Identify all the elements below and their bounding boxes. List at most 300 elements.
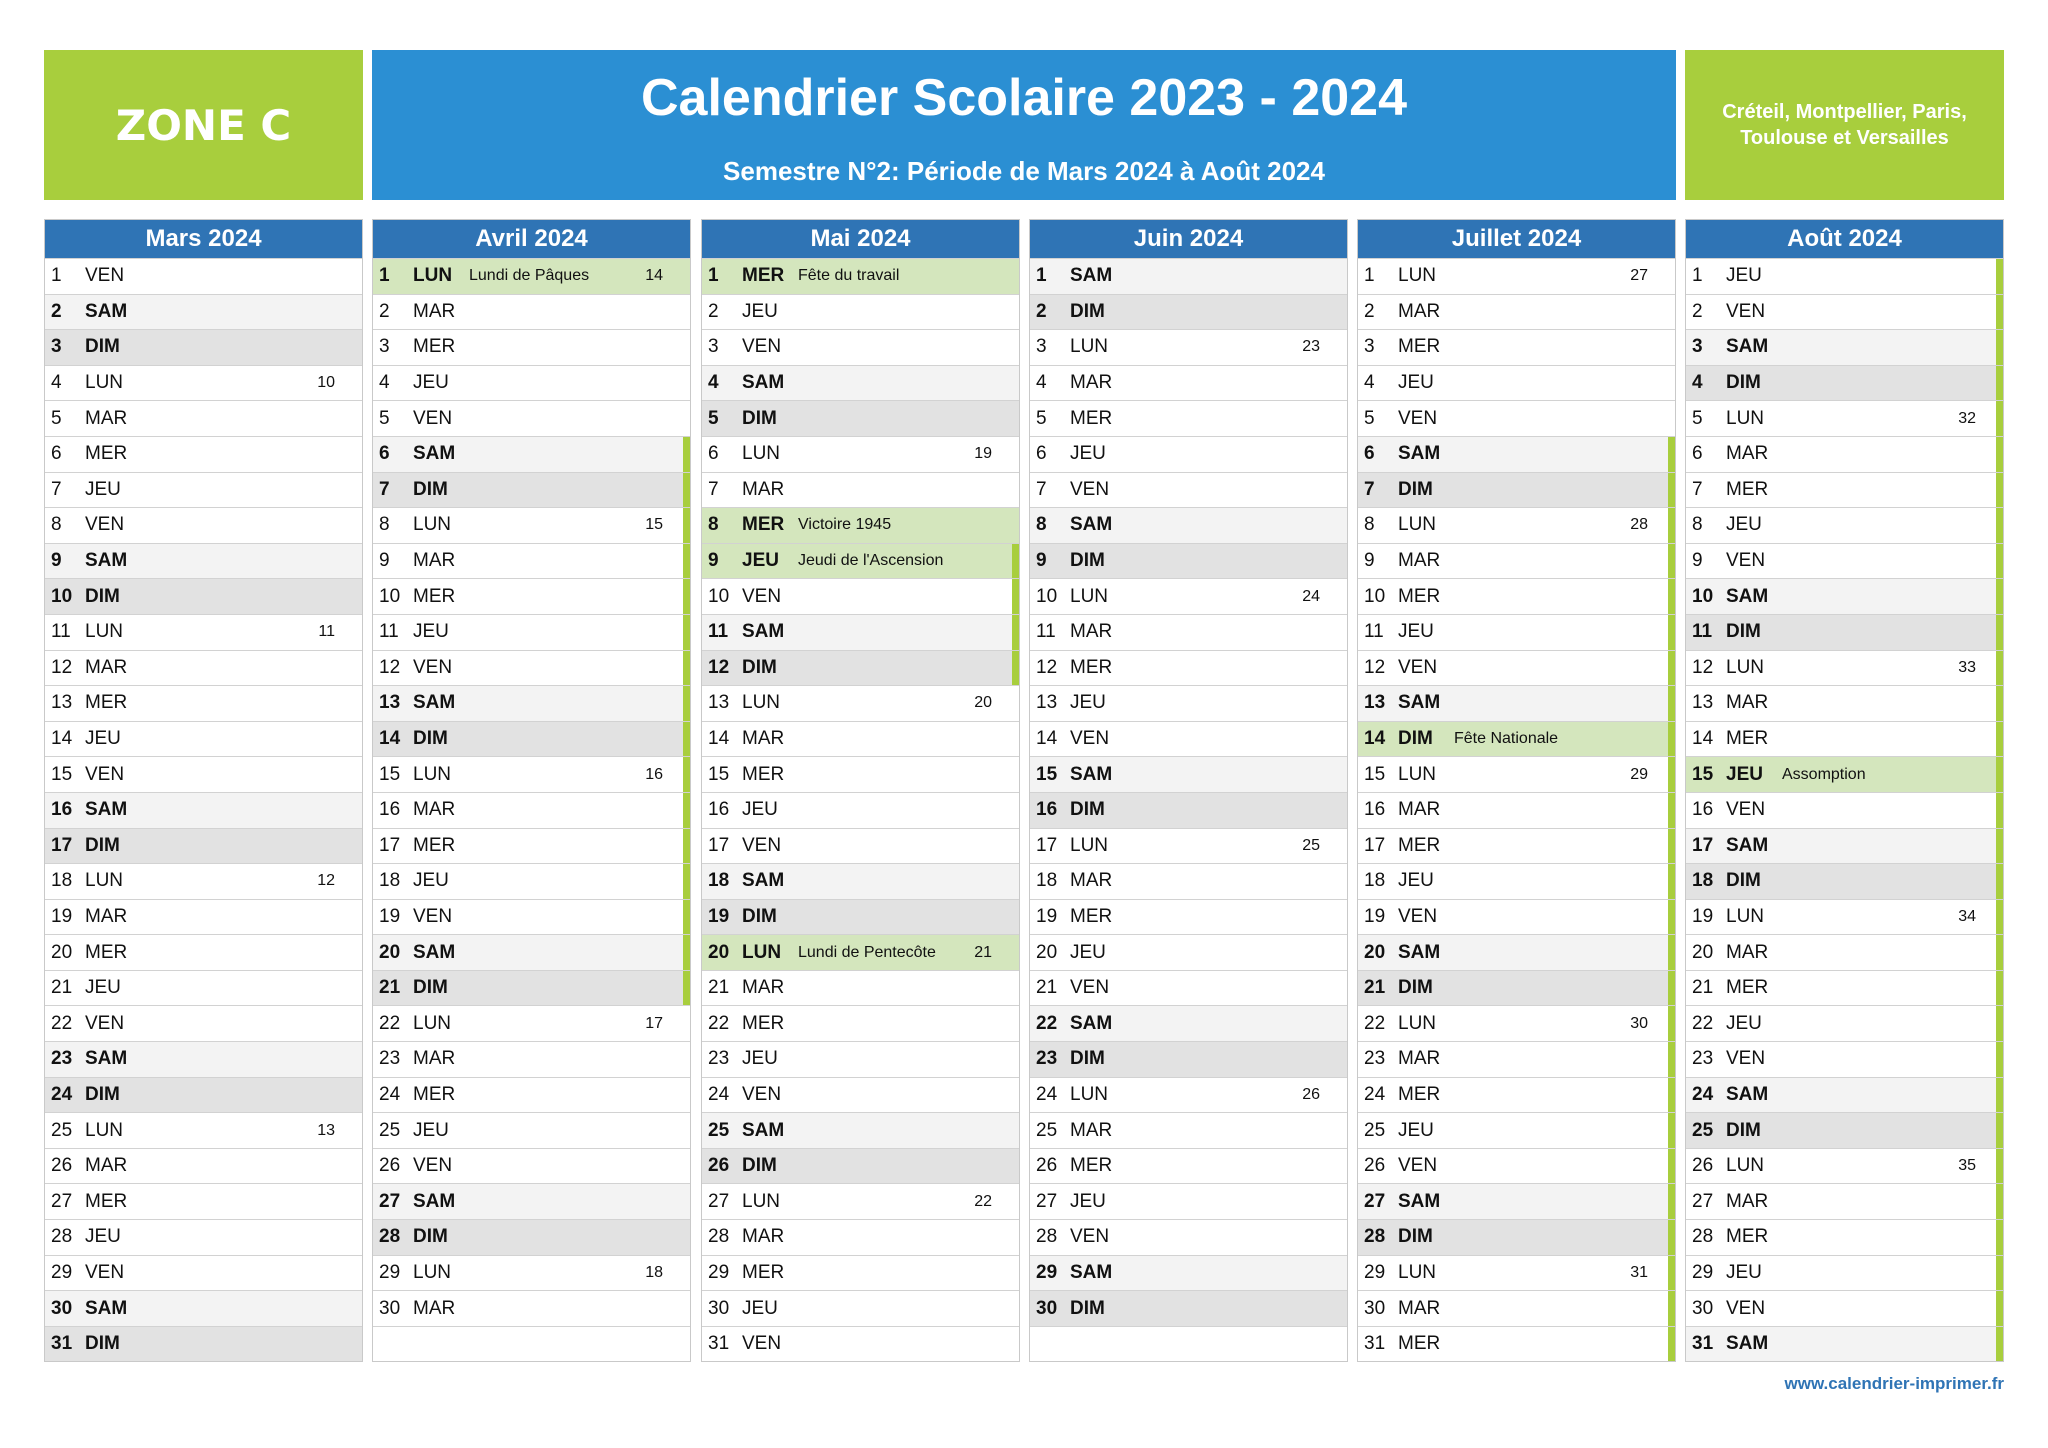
day-row xyxy=(1030,543,1347,579)
day-row xyxy=(1030,756,1347,792)
day-name: VEN xyxy=(1398,1155,1438,1177)
day-row xyxy=(1358,1041,1675,1077)
day-name: DIM xyxy=(1726,621,1761,643)
day-name: SAM xyxy=(742,1119,785,1141)
day-row xyxy=(1358,578,1675,614)
day-row xyxy=(702,472,1019,508)
day-name: MAR xyxy=(85,656,128,678)
day-name: SAM xyxy=(742,870,785,892)
day-name: VEN xyxy=(85,514,125,536)
month-header: Mars 2024 xyxy=(45,220,362,258)
day-row xyxy=(1358,1290,1675,1326)
day-name: MAR xyxy=(1398,550,1441,572)
day-name: JEU xyxy=(413,1119,449,1141)
day-row xyxy=(373,899,690,935)
day-name: VEN xyxy=(1398,407,1438,429)
day-number: 13 xyxy=(51,692,73,714)
day-number: 12 xyxy=(1036,656,1058,678)
day-number: 22 xyxy=(51,1012,73,1034)
day-name: VEN xyxy=(742,1333,782,1355)
day-row xyxy=(1030,365,1347,401)
day-name: SAM xyxy=(742,621,785,643)
day-row xyxy=(1686,863,2003,899)
day-number: 31 xyxy=(51,1333,73,1355)
day-number: 21 xyxy=(708,977,730,999)
day-name: MAR xyxy=(742,977,785,999)
day-name: LUN xyxy=(742,941,782,963)
day-name: JEU xyxy=(1726,265,1762,287)
day-row xyxy=(1358,970,1675,1006)
day-name: DIM xyxy=(1726,870,1761,892)
day-name: LUN xyxy=(413,1012,452,1034)
day-number: 22 xyxy=(1692,1012,1714,1034)
day-name: LUN xyxy=(1070,585,1109,607)
day-number: 9 xyxy=(379,550,390,572)
day-number: 3 xyxy=(1692,336,1703,358)
day-row xyxy=(373,1183,690,1219)
day-number: 17 xyxy=(1364,834,1386,856)
day-name: LUN xyxy=(413,1261,452,1283)
day-row xyxy=(1358,294,1675,330)
day-name: MER xyxy=(742,763,785,785)
day-row xyxy=(1686,365,2003,401)
page-subtitle: Semestre N°2: Période de Mars 2024 à Août 2024 xyxy=(723,156,1325,186)
day-number: 18 xyxy=(51,870,73,892)
day-row xyxy=(702,614,1019,650)
day-number: 24 xyxy=(1036,1083,1058,1105)
day-name: SAM xyxy=(1070,763,1113,785)
day-name: JEU xyxy=(1070,443,1106,465)
day-number: 4 xyxy=(1036,372,1047,394)
day-name: VEN xyxy=(1398,656,1438,678)
day-name: VEN xyxy=(413,905,453,927)
day-name: LUN xyxy=(742,692,781,714)
month-days xyxy=(373,258,690,1361)
day-number: 18 xyxy=(1364,870,1386,892)
cities-label: Créteil, Montpellier, Paris, Toulouse et Versailles xyxy=(1685,50,2004,200)
day-row xyxy=(45,1112,362,1148)
month-days xyxy=(1030,258,1347,1361)
day-name: MAR xyxy=(742,478,785,500)
day-name: MAR xyxy=(413,1048,456,1070)
day-number: 20 xyxy=(379,941,401,963)
day-row xyxy=(702,792,1019,828)
day-number: 15 xyxy=(708,763,730,785)
day-name: VEN xyxy=(413,1155,453,1177)
day-number: 13 xyxy=(1036,692,1058,714)
day-name: SAM xyxy=(1726,834,1769,856)
day-row xyxy=(373,934,690,970)
day-row xyxy=(1686,756,2003,792)
day-row xyxy=(45,436,362,472)
day-row xyxy=(702,365,1019,401)
day-number: 27 xyxy=(1036,1190,1058,1212)
day-number: 18 xyxy=(1692,870,1714,892)
day-name: MAR xyxy=(1726,692,1769,714)
day-row xyxy=(702,934,1019,970)
day-row xyxy=(1686,472,2003,508)
day-number: 29 xyxy=(708,1261,730,1283)
day-name: VEN xyxy=(1070,1226,1110,1248)
page-title: Calendrier Scolaire 2023 - 2024 xyxy=(640,69,1407,127)
holiday-label: Fête Nationale xyxy=(1454,730,1559,748)
day-row xyxy=(702,828,1019,864)
day-number: 30 xyxy=(51,1297,73,1319)
day-row xyxy=(1358,721,1675,757)
day-name: SAM xyxy=(1070,1261,1113,1283)
day-row xyxy=(702,1290,1019,1326)
day-number: 12 xyxy=(708,656,730,678)
day-name: MAR xyxy=(1070,621,1113,643)
day-name: JEU xyxy=(742,550,779,572)
day-number: 24 xyxy=(379,1083,401,1105)
day-row xyxy=(1686,828,2003,864)
day-row xyxy=(702,1326,1019,1362)
day-row xyxy=(45,792,362,828)
day-name: VEN xyxy=(1726,1297,1766,1319)
day-number: 17 xyxy=(1692,834,1714,856)
day-name: MAR xyxy=(1398,1297,1441,1319)
day-number: 10 xyxy=(51,585,73,607)
day-name: VEN xyxy=(742,834,782,856)
day-row xyxy=(1030,650,1347,686)
day-name: LUN xyxy=(1726,407,1765,429)
day-number: 19 xyxy=(1364,905,1386,927)
day-name: DIM xyxy=(85,1083,120,1105)
day-name: VEN xyxy=(85,265,125,287)
day-row xyxy=(1030,294,1347,330)
day-name: MAR xyxy=(413,799,456,821)
day-name: DIM xyxy=(1070,1297,1105,1319)
day-name: SAM xyxy=(1726,585,1769,607)
day-row xyxy=(1030,721,1347,757)
day-number: 8 xyxy=(51,514,62,536)
day-row xyxy=(373,1112,690,1148)
month-column xyxy=(1029,219,1348,1362)
day-row xyxy=(1030,1112,1347,1148)
day-name: LUN xyxy=(742,1190,781,1212)
day-row xyxy=(1358,1112,1675,1148)
day-row xyxy=(1030,614,1347,650)
day-number: 3 xyxy=(51,336,62,358)
day-row xyxy=(45,614,362,650)
week-number: 10 xyxy=(317,374,335,392)
month-days xyxy=(45,258,362,1361)
day-name: LUN xyxy=(85,372,124,394)
day-number: 31 xyxy=(1692,1333,1714,1355)
day-number: 30 xyxy=(1036,1297,1058,1319)
day-name: SAM xyxy=(413,443,456,465)
month-column xyxy=(44,219,363,1362)
day-number: 5 xyxy=(379,407,390,429)
day-row xyxy=(1030,1041,1347,1077)
day-number: 23 xyxy=(708,1048,730,1070)
day-name: LUN xyxy=(85,870,124,892)
day-row xyxy=(373,400,690,436)
day-number: 15 xyxy=(51,763,73,785)
day-name: LUN xyxy=(1070,336,1109,358)
day-row xyxy=(702,650,1019,686)
day-name: DIM xyxy=(1726,372,1761,394)
day-number: 2 xyxy=(1692,300,1703,322)
day-number: 1 xyxy=(379,265,390,287)
day-name: JEU xyxy=(85,478,121,500)
day-number: 2 xyxy=(379,300,390,322)
day-row xyxy=(702,258,1019,294)
day-name: JEU xyxy=(742,1297,778,1319)
day-row xyxy=(373,507,690,543)
day-row xyxy=(45,578,362,614)
day-number: 8 xyxy=(1692,514,1703,536)
day-name: SAM xyxy=(1398,692,1441,714)
holiday-label: Lundi de Pentecôte xyxy=(798,943,936,961)
month-column xyxy=(701,219,1020,1362)
empty-row xyxy=(1030,1326,1347,1362)
day-row xyxy=(45,329,362,365)
week-number: 28 xyxy=(1630,516,1648,534)
day-name: DIM xyxy=(413,728,448,750)
day-row xyxy=(45,828,362,864)
day-row xyxy=(702,863,1019,899)
day-number: 11 xyxy=(1364,621,1384,643)
day-number: 4 xyxy=(51,372,62,394)
day-row xyxy=(702,685,1019,721)
day-row xyxy=(373,863,690,899)
day-name: LUN xyxy=(742,443,781,465)
day-row xyxy=(373,721,690,757)
day-row xyxy=(1030,685,1347,721)
day-row xyxy=(1030,1077,1347,1113)
day-row xyxy=(1686,1183,2003,1219)
day-name: JEU xyxy=(1398,1119,1434,1141)
day-name: JEU xyxy=(1070,692,1106,714)
day-number: 7 xyxy=(1364,478,1375,500)
day-number: 26 xyxy=(379,1155,401,1177)
day-number: 30 xyxy=(1692,1297,1714,1319)
day-name: MAR xyxy=(1398,300,1441,322)
day-number: 2 xyxy=(1364,300,1375,322)
week-number: 26 xyxy=(1302,1085,1320,1103)
day-row xyxy=(1358,1077,1675,1113)
day-row xyxy=(1686,507,2003,543)
day-row xyxy=(373,472,690,508)
day-name: VEN xyxy=(85,763,125,785)
day-name: DIM xyxy=(85,834,120,856)
day-number: 20 xyxy=(708,941,730,963)
day-number: 29 xyxy=(51,1261,73,1283)
day-name: VEN xyxy=(85,1261,125,1283)
week-number: 13 xyxy=(317,1121,335,1139)
day-number: 21 xyxy=(1036,977,1058,999)
day-number: 24 xyxy=(708,1083,730,1105)
day-number: 6 xyxy=(51,443,62,465)
day-row xyxy=(373,792,690,828)
day-row xyxy=(45,970,362,1006)
day-name: LUN xyxy=(413,265,453,287)
day-name: JEU xyxy=(742,300,778,322)
day-number: 3 xyxy=(1036,336,1047,358)
day-number: 14 xyxy=(51,728,73,750)
day-name: LUN xyxy=(85,621,124,643)
day-number: 25 xyxy=(708,1119,730,1141)
day-number: 27 xyxy=(708,1190,730,1212)
day-name: MER xyxy=(1398,834,1441,856)
day-row xyxy=(1686,543,2003,579)
day-number: 6 xyxy=(379,443,390,465)
day-row xyxy=(1358,863,1675,899)
day-row xyxy=(1686,899,2003,935)
day-name: MER xyxy=(1070,1155,1113,1177)
week-number: 27 xyxy=(1630,267,1648,285)
day-row xyxy=(1686,721,2003,757)
day-number: 7 xyxy=(1036,478,1047,500)
day-name: JEU xyxy=(1070,1190,1106,1212)
day-row xyxy=(702,1041,1019,1077)
day-number: 5 xyxy=(1036,407,1047,429)
day-name: JEU xyxy=(1398,372,1434,394)
day-number: 20 xyxy=(1364,941,1386,963)
day-number: 18 xyxy=(1036,870,1058,892)
day-row xyxy=(373,329,690,365)
day-number: 25 xyxy=(1692,1119,1714,1141)
day-number: 20 xyxy=(51,941,73,963)
day-number: 15 xyxy=(379,763,401,785)
day-number: 15 xyxy=(1692,763,1714,785)
day-name: JEU xyxy=(1398,870,1434,892)
day-row xyxy=(45,1077,362,1113)
day-name: JEU xyxy=(413,870,449,892)
day-number: 30 xyxy=(1364,1297,1386,1319)
day-row xyxy=(1358,899,1675,935)
day-name: SAM xyxy=(1398,1190,1441,1212)
day-row xyxy=(702,1005,1019,1041)
day-row xyxy=(1686,650,2003,686)
day-number: 12 xyxy=(51,656,73,678)
day-row xyxy=(1358,614,1675,650)
day-row xyxy=(1686,329,2003,365)
day-row xyxy=(1686,792,2003,828)
day-row xyxy=(1686,1290,2003,1326)
day-number: 12 xyxy=(1692,656,1714,678)
day-name: LUN xyxy=(1726,905,1765,927)
day-row xyxy=(45,1148,362,1184)
day-row xyxy=(702,543,1019,579)
day-row xyxy=(45,1219,362,1255)
day-number: 11 xyxy=(1692,621,1713,643)
day-row xyxy=(702,294,1019,330)
day-row xyxy=(373,1255,690,1291)
week-number: 19 xyxy=(974,445,992,463)
zone-label: ZONE C xyxy=(44,50,363,200)
day-number: 7 xyxy=(1692,478,1703,500)
day-number: 19 xyxy=(1036,905,1058,927)
day-number: 27 xyxy=(1364,1190,1386,1212)
day-row xyxy=(1358,1005,1675,1041)
day-row xyxy=(1030,899,1347,935)
day-row xyxy=(373,614,690,650)
day-row xyxy=(373,543,690,579)
month-header: Août 2024 xyxy=(1686,220,2003,258)
day-row xyxy=(373,1041,690,1077)
day-name: JEU xyxy=(1726,763,1763,785)
week-number: 12 xyxy=(317,872,335,890)
day-number: 1 xyxy=(1036,265,1047,287)
day-number: 16 xyxy=(708,799,730,821)
day-name: LUN xyxy=(1398,514,1437,536)
day-number: 28 xyxy=(1364,1226,1386,1248)
day-name: DIM xyxy=(1398,728,1433,750)
day-name: DIM xyxy=(85,336,120,358)
day-row xyxy=(1686,1255,2003,1291)
day-row xyxy=(702,1077,1019,1113)
day-name: VEN xyxy=(413,656,453,678)
day-number: 10 xyxy=(708,585,730,607)
day-name: DIM xyxy=(85,585,120,607)
day-number: 13 xyxy=(708,692,730,714)
day-row xyxy=(702,899,1019,935)
day-number: 15 xyxy=(1364,763,1386,785)
day-row xyxy=(373,365,690,401)
day-number: 8 xyxy=(1364,514,1375,536)
day-name: MER xyxy=(1070,656,1113,678)
day-number: 23 xyxy=(379,1048,401,1070)
day-row xyxy=(1358,828,1675,864)
day-row xyxy=(373,578,690,614)
day-row xyxy=(1358,1219,1675,1255)
day-row xyxy=(1686,400,2003,436)
day-number: 23 xyxy=(1036,1048,1058,1070)
day-name: VEN xyxy=(1726,300,1766,322)
week-number: 17 xyxy=(645,1014,663,1032)
day-row xyxy=(45,258,362,294)
week-number: 23 xyxy=(1302,338,1320,356)
day-name: MAR xyxy=(742,728,785,750)
day-name: JEU xyxy=(413,621,449,643)
day-row xyxy=(373,685,690,721)
day-row xyxy=(1358,436,1675,472)
day-name: SAM xyxy=(85,550,128,572)
day-number: 7 xyxy=(51,478,62,500)
day-name: VEN xyxy=(1070,728,1110,750)
day-number: 30 xyxy=(708,1297,730,1319)
day-number: 28 xyxy=(1692,1226,1714,1248)
day-name: LUN xyxy=(1398,265,1437,287)
day-row xyxy=(373,1219,690,1255)
footer-url[interactable]: www.calendrier-imprimer.fr xyxy=(1784,1374,2004,1393)
day-number: 22 xyxy=(1036,1012,1058,1034)
day-row xyxy=(1030,1290,1347,1326)
week-number: 31 xyxy=(1630,1263,1648,1281)
day-name: SAM xyxy=(413,692,456,714)
day-row xyxy=(702,1219,1019,1255)
day-name: MAR xyxy=(85,407,128,429)
day-name: MER xyxy=(1398,585,1441,607)
day-row xyxy=(45,650,362,686)
day-number: 17 xyxy=(1036,834,1058,856)
day-number: 1 xyxy=(708,265,719,287)
day-name: SAM xyxy=(85,300,128,322)
day-row xyxy=(373,294,690,330)
day-number: 22 xyxy=(379,1012,401,1034)
day-name: JEU xyxy=(1070,941,1106,963)
day-number: 5 xyxy=(1364,407,1375,429)
day-number: 14 xyxy=(708,728,730,750)
day-row xyxy=(702,400,1019,436)
day-name: VEN xyxy=(1726,550,1766,572)
day-name: SAM xyxy=(1070,1012,1113,1034)
day-row xyxy=(1030,472,1347,508)
day-number: 26 xyxy=(708,1155,730,1177)
